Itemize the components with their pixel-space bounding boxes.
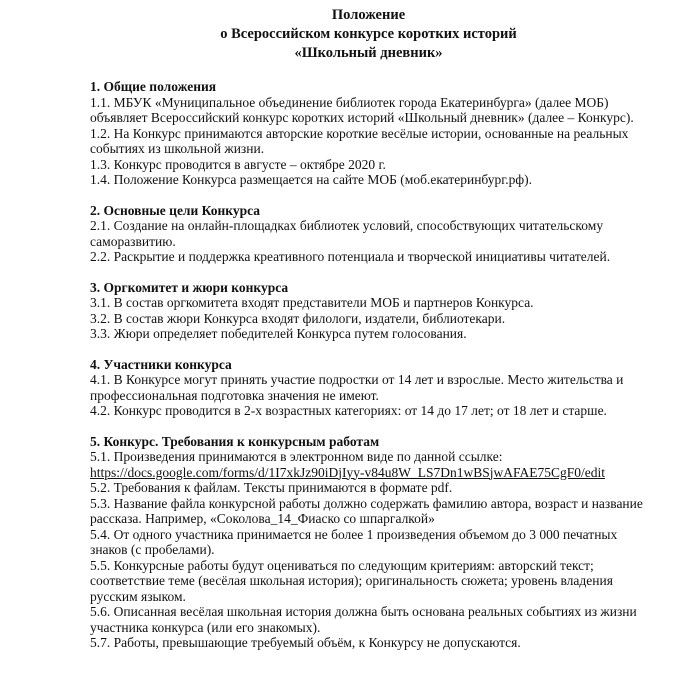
paragraph: 4.2. Конкурс проводится в 2-х возрастных категориях: от 14 до 17 лет; от 18 лет и старше.: [90, 403, 607, 418]
paragraph: 2.2. Раскрытие и поддержка креативного потенциала и творческой инициативы читателей.: [90, 249, 611, 264]
paragraph: 5.1. Произведения принимаются в электронном виде по данной ссылке:: [90, 449, 503, 464]
section-heading: 1. Общие положения: [90, 79, 217, 94]
paragraph: 5.2. Требования к файлам. Тексты принимаются в формате pdf.: [90, 480, 453, 495]
paragraph: 3.3. Жюри определяет победителей Конкурса путем голосования.: [90, 326, 467, 341]
paragraph: 3.1. В состав оргкомитета входят представители МОБ и партнеров Конкурса.: [90, 295, 534, 310]
paragraph: 1.3. Конкурс проводится в августе – октябре 2020 г.: [90, 156, 386, 172]
section-requirements: [90, 434, 647, 651]
section-committee: [90, 280, 647, 342]
paragraph: 5.5. Конкурсные работы будут оцениваться по следующим критериям: авторский текст; соответствие теме (весёлая школьная история); оригинальность сюжета; уровень владения русским языком.: [90, 557, 613, 604]
section-heading: 5. Конкурс. Требования к конкурсным работам: [90, 433, 380, 449]
paragraph: 1.4. Положение Конкурса размещается на сайте МОБ (моб.екатеринбург.рф).: [90, 172, 533, 187]
title-line-1: Положение: [331, 7, 406, 23]
section-heading: 4. Участники конкурса: [90, 356, 232, 372]
submission-link[interactable]: https://docs.google.com/forms/d/1I7xkJz90iDjIyy-v84u8W_LS7Dn1wBSjwAFAE75CgF0/edit: [90, 464, 605, 480]
paragraph: 5.6. Описанная весёлая школьная история должна быть основана реальных событиях из жизни участника конкурса (или его знакомых).: [90, 604, 637, 635]
paragraph: 1.2. На Конкурс принимаются авторские короткие весёлые истории, основанные на реальных событиях из школьной жизни.: [90, 125, 629, 156]
title-line-3: «Школьный дневник»: [294, 45, 443, 61]
section-general: [90, 79, 647, 188]
section-heading: 3. Оргкомитет и жюри конкурса: [90, 279, 289, 295]
paragraph: 4.1. В Конкурсе могут принять участие подростки от 14 лет и взрослые. Место жительства и профессиональная подготовка значения не имеют.: [90, 372, 624, 403]
section-heading: 2. Основные цели Конкурса: [90, 202, 261, 218]
paragraph: 2.1. Создание на онлайн-площадках библиотек условий, способствующих читательскому саморазвитию.: [90, 218, 604, 249]
paragraph: 5.7. Работы, превышающие требуемый объём, к Конкурсу не допускаются.: [90, 635, 521, 650]
paragraph: 5.3. Название файла конкурсной работы должно содержать фамилию автора, возраст и название рассказа. Например, «Соколова_14_Фиаско со шпаргалкой»: [90, 495, 643, 526]
paragraph: 3.2. В состав жюри Конкурса входят филологи, издатели, библиотекари.: [90, 310, 506, 326]
paragraph: 5.4. От одного участника принимается не более 1 произведения объемом до 3 000 печатных знаков (с пробелами).: [90, 526, 618, 557]
paragraph: 1.1. МБУК «Муниципальное объединение библиотек города Екатеринбурга» (далее МОБ) объявляет Всероссийский конкурс коротких историй «Школьный дневник» (далее – Конкурс).: [90, 94, 634, 125]
title-line-2: о Всероссийском конкурсе коротких историй: [220, 26, 517, 42]
section-goals: [90, 203, 647, 265]
section-participants: [90, 357, 647, 419]
document-title: [90, 6, 647, 63]
